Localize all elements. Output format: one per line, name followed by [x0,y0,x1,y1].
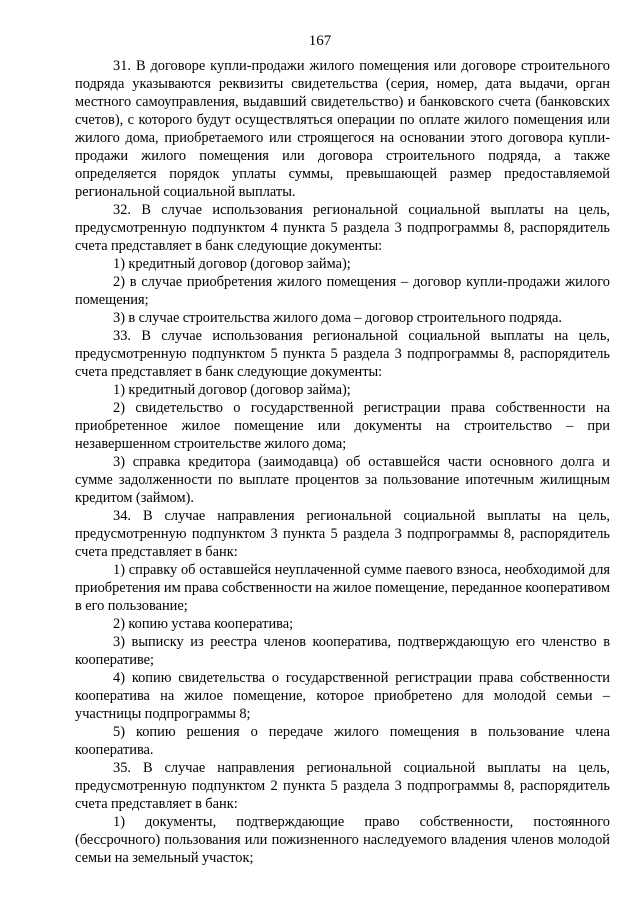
list-item: 1) кредитный договор (договор займа); [113,382,351,398]
page-number: 167 [308,33,332,49]
list-item: 2) свидетельство о государственной регистрации права собственности на приобретенное жилое помещение или документы на строительство – при незавершенном строительстве жилого дома; [75,400,610,452]
list-item: 2) копию устава кооператива; [113,616,294,632]
list-item: 1) документы, подтверждающие право собственности, постоянного (бессрочного) пользования или пожизненного наследуемого владения членов молодой семьи на земельный участок; [75,814,610,866]
paragraph-34: 34. В случае направления региональной социальной выплаты на цель, предусмотренную подпунктом 3 пункта 5 раздела 3 подпрограммы 8, распорядитель счета представляет в банк: [75,508,610,560]
list-item: 3) в случае строительства жилого дома – договор строительного подряда. [113,310,563,326]
list-item: 5) копию решения о передаче жилого помещения в пользование члена кооператива. [75,724,610,758]
paragraph-31: 31. В договоре купли-продажи жилого помещения или договоре строительного подряда указываются реквизиты свидетельства (серия, номер, дата выдачи, орган местного самоуправления, выдавший свидетельство) и банковского счета (банковских счетов), с которого будут осуществляться операции по оплате жилого помещения или жилого дома, приобретаемого или строящегося на основании этого договора купли-продажи жилого помещения или договора строительного подряда, а также определяется порядок уплаты суммы, превышающей размер предоставляемой региональной социальной выплаты. [75,58,610,200]
paragraph-35: 35. В случае направления региональной социальной выплаты на цель, предусмотренную подпунктом 2 пункта 5 раздела 3 подпрограммы 8, распорядитель счета представляет в банк: [75,760,610,812]
list-item: 1) справку об оставшейся неуплаченной сумме паевого взноса, необходимой для приобретения им права собственности на жилое помещение, переданное кооперативом в его пользование; [75,562,610,614]
list-item: 3) выписку из реестра членов кооператива, подтверждающую его членство в кооперативе; [75,634,610,668]
paragraph-33: 33. В случае использования региональной социальной выплаты на цель, предусмотренную подпунктом 5 пункта 5 раздела 3 подпрограммы 8, распорядитель счета представляет в банк следующие документы: [75,328,610,380]
list-item: 2) в случае приобретения жилого помещения – договор купли-продажи жилого помещения; [75,274,610,308]
list-item: 3) справка кредитора (заимодавца) об оставшейся части основного долга и сумме задолженности по выплате процентов за пользование ипотечным жилищным кредитом (займом). [75,454,610,506]
paragraph-32: 32. В случае использования региональной социальной выплаты на цель, предусмотренную подпунктом 4 пункта 5 раздела 3 подпрограммы 8, распорядитель счета представляет в банк следующие документы: [75,202,610,254]
document-body [75,57,610,867]
list-item: 4) копию свидетельства о государственной регистрации права собственности кооператива на жилое помещение, которое приобретено для молодой семьи – участницы подпрограммы 8; [75,670,610,722]
list-item: 1) кредитный договор (договор займа); [113,256,351,272]
